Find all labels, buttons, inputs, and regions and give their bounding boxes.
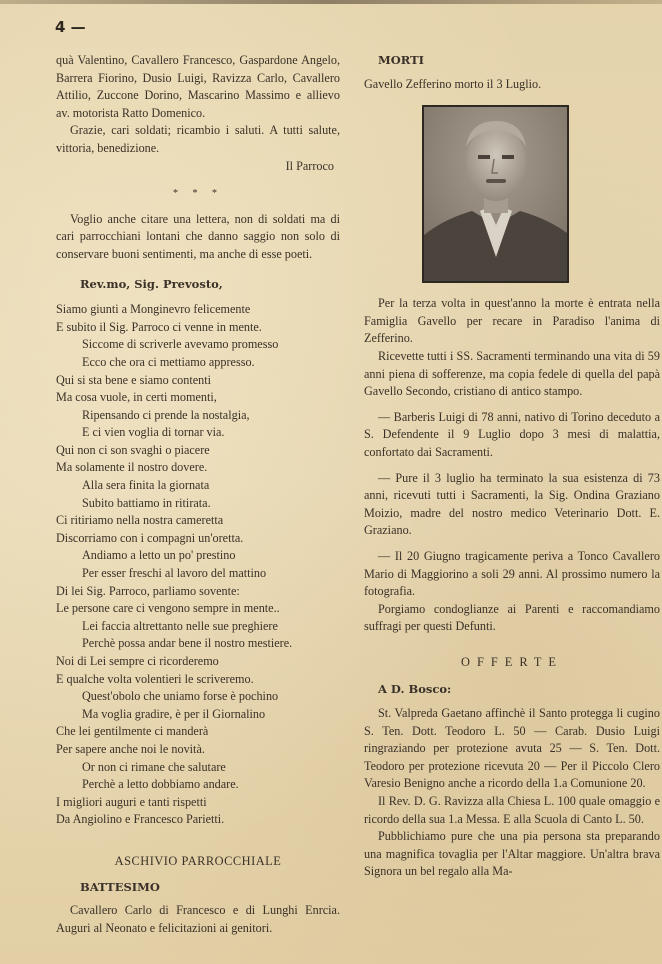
poem-line: Siccome di scriverle avevamo promesso — [82, 337, 279, 352]
archive-title: ASCHIVIO PARROCCHIALE — [114, 853, 282, 868]
letter-salutation: Rev.mo, Sig. Prevosto, — [80, 276, 223, 291]
left-column — [56, 52, 340, 937]
right-column — [364, 52, 660, 881]
poem-line: Ma cosa vuole, in certi momenti, — [56, 390, 217, 405]
thanks-paragraph: Grazie, cari soldati; ricambio i saluti. A tutti salute, vittoria, benedizione. — [56, 123, 340, 155]
poem-line: Subito battiamo in ritirata. — [82, 495, 211, 510]
poem-line: Or non ci rimane che salutare — [82, 759, 226, 774]
condolences-paragraph: Porgiamo condoglianze ai Parenti e raccomandiamo suffragi per questi Defunti. — [364, 601, 660, 634]
poem-line: E ci vien voglia di tornar via. — [82, 425, 225, 440]
signature: Il Parroco — [285, 158, 334, 173]
page-number: 4 — — [55, 18, 86, 36]
offer-paragraph-1: St. Valpreda Gaetano affinchè il Santo protegga li cugino S. Ten. Dott. Teodoro L. 50 — Carab. Dusio Luigi ringraziando per protezione avuta 25 — S. Ten. Dott. Teodoro per protezione ricevuta 20 — Per il Piccolo Clero Varesio Benigno anche a ricordo della 1.a Comunione 20. — [364, 706, 660, 791]
death-paragraph-1: Per la terza volta in quest'anno la morte è entrata nella Famiglia Gavello per recare in Paradiso l'anima di Zefferino. — [364, 296, 660, 346]
bosco-title: A D. Bosco: — [378, 682, 452, 697]
deaths-title: MORTI — [378, 53, 425, 67]
poem-line: Per esser freschi al lavoro del mattino — [82, 566, 267, 581]
poem-line: Di lei Sig. Parroco, parliamo sovente: — [56, 583, 240, 598]
baptism-title: BATTESIMO — [80, 879, 160, 894]
death-paragraph-3: — Barberis Luigi di 78 anni, nativo di Torino deceduto a S. Defendente il 9 Luglio dopo 3 mesi di malattia, confortato dai Sacramenti. — [364, 409, 660, 459]
poem-line: Noi di Lei sempre ci ricorderemo — [56, 654, 219, 668]
offerte-title: OFFERTE — [461, 654, 563, 669]
poem-line: Ma solamente il nostro dovere. — [56, 460, 208, 475]
poem-line: Ma voglia gradire, è per il Giornalino — [82, 706, 266, 721]
poem-line: Perchè a letto dobbiamo andare. — [82, 777, 239, 792]
poem-line: Ripensando ci prende la nostalgia, — [82, 407, 250, 422]
death-paragraph-4: — Pure il 3 luglio ha terminato la sua esistenza di 73 anni, ricevuti tutti i Sacramenti, la Sig. Ondina Graziano Moizio, madre del nostro medico Veterinario Dott. E. Graziano. — [364, 470, 660, 538]
poem-line: Qui si sta bene e siamo contenti — [56, 372, 212, 387]
poem-line: Siamo giunti a Monginevro felicemente — [56, 302, 251, 317]
poem-line: Alla sera finita la giornata — [82, 478, 210, 493]
death-notice: Gavello Zefferino morto il 3 Luglio. — [364, 76, 542, 91]
poem-line: I migliori auguri e tanti rispetti — [56, 794, 207, 809]
page-top-edge — [0, 0, 662, 4]
letter-intro: Voglio anche citare una lettera, non di soldati ma di cari parrocchiani lontani che danno saggio non solo di conservare buoni sentimenti, ma anche di esse poeti. — [56, 211, 340, 261]
poem-line: Che lei gentilmente ci manderà — [56, 724, 209, 739]
poem-line: Per sapere anche noi le novità. — [56, 741, 205, 756]
poem-line: Le persone care ci vengono sempre in mente.. — [56, 601, 280, 616]
poem-line: Lei faccia altrettanto nelle sue preghiere — [82, 618, 278, 633]
poem-line: Da Angiolino e Francesco Parietti. — [56, 812, 225, 827]
offer-paragraph-2: Il Rev. D. G. Ravizza alla Chiesa L. 100 quale omaggio e ricordo della sua 1.a Messa. E alla Scuola di Canto L. 50. — [364, 794, 660, 826]
offer-paragraph-3: Pubblichiamo pure che una pia persona sta preparando una magnifica tovaglia per l'Altar maggiore. Un'altra brava Signora un bel regalo alla Ma- — [364, 829, 660, 879]
poem-line: E subito il Sig. Parroco ci venne in mente. — [56, 319, 262, 334]
poem-line: Perchè possa andar bene il nostro mestiere. — [82, 636, 293, 651]
portrait-photo — [422, 105, 569, 283]
poem-line: Qui non ci son svaghi o piacere — [56, 442, 210, 457]
death-paragraph-5: — Il 20 Giugno tragicamente periva a Tonco Cavallero Mario di Maggiorino a soli 29 anni. Al prossimo numero la fotografia. — [364, 548, 660, 599]
poem-line: Ci ritiriamo nella nostra cameretta — [56, 513, 224, 528]
poem — [56, 301, 340, 829]
death-paragraph-2: Ricevette tutti i SS. Sacramenti terminando una vita di 59 anni piena di sofferenze, ma copia fedele di quella del papà Gavello Secondo, cristiano di antico stampo. — [364, 348, 660, 399]
poem-line: E qualche volta volentieri le scriveremo. — [56, 671, 254, 686]
section-separator: * * * — [173, 188, 223, 200]
portrait-image — [424, 107, 567, 281]
poem-line: Discorriamo con i compagni un'oretta. — [56, 530, 244, 545]
poem-line: Andiamo a letto un po' prestino — [82, 548, 236, 563]
intro-paragraph: quà Valentino, Cavallero Francesco, Gaspardone Angelo, Barrera Fiorino, Dusio Luigi, Ravizza Carlo, Cavallero Attilio, Zuccone Dorino, Mascarino Massimo e allievo av. motorista Ratto Domenico. — [56, 53, 340, 120]
poem-line: Quest'obolo che uniamo forse è pochino — [82, 689, 279, 704]
poem-line: Ecco che ora ci mettiamo appresso. — [82, 354, 255, 369]
baptism-text: Cavallero Carlo di Francesco e di Lunghi Enrcia. Auguri al Neonato e felicitazioni ai genitori. — [56, 903, 340, 935]
